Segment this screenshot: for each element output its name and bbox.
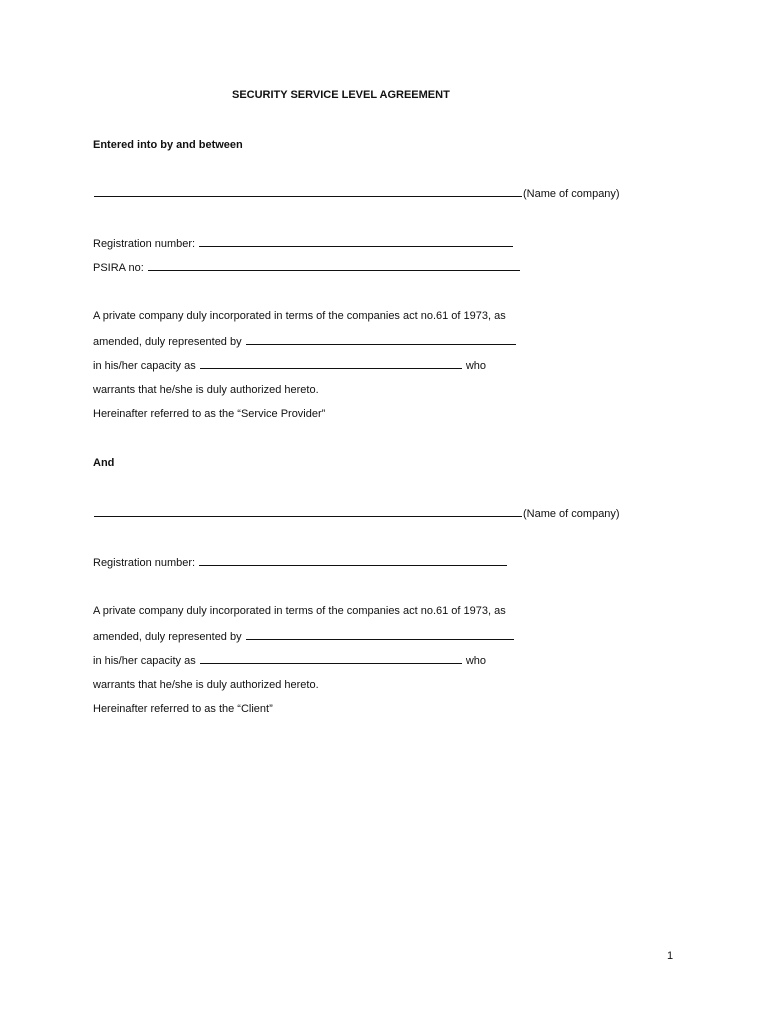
client-company-suffix: (Name of company) [523, 508, 620, 520]
provider-capacity-line [93, 358, 486, 373]
client-referred-text: Hereinafter referred to as the “Client” [93, 703, 273, 715]
client-capacity-suffix: who [465, 655, 487, 667]
client-represented-label: amended, duly represented by [93, 631, 242, 643]
conjunction-heading: And [93, 457, 115, 469]
client-represented-blank[interactable] [246, 629, 514, 640]
provider-company-suffix: (Name of company) [523, 188, 620, 200]
provider-registration-label: Registration number: [93, 238, 196, 250]
provider-company-line [93, 186, 620, 201]
client-incorporated-text: A private company duly incorporated in terms of the companies act no.61 of 1973, as [93, 605, 506, 617]
client-registration-line [93, 555, 508, 570]
provider-represented-blank[interactable] [246, 334, 516, 345]
client-capacity-label: in his/her capacity as [93, 655, 196, 667]
provider-psira-line [93, 260, 521, 275]
client-warrants-text: warrants that he/she is duly authorized hereto. [93, 679, 319, 691]
provider-referred-text: Hereinafter referred to as the “Service Provider” [93, 408, 326, 420]
client-capacity-blank[interactable] [200, 653, 462, 664]
provider-company-blank[interactable] [94, 186, 522, 197]
client-registration-blank[interactable] [199, 555, 507, 566]
document-title: SECURITY SERVICE LEVEL AGREEMENT [232, 89, 450, 101]
provider-psira-label: PSIRA no: [93, 262, 144, 274]
page-number: 1 [667, 950, 674, 962]
provider-psira-blank[interactable] [148, 260, 520, 271]
provider-warrants-text: warrants that he/she is duly authorized hereto. [93, 384, 319, 396]
intro-heading: Entered into by and between [93, 139, 243, 151]
client-company-blank[interactable] [94, 506, 522, 517]
provider-capacity-blank[interactable] [200, 358, 462, 369]
provider-represented-label: amended, duly represented by [93, 336, 242, 348]
client-registration-label: Registration number: [93, 557, 196, 569]
provider-incorporated-text: A private company duly incorporated in terms of the companies act no.61 of 1973, as [93, 310, 506, 322]
provider-represented-line [93, 334, 517, 349]
provider-registration-line [93, 236, 514, 251]
client-represented-line [93, 629, 515, 644]
provider-capacity-suffix: who [465, 360, 487, 372]
provider-registration-blank[interactable] [199, 236, 513, 247]
client-capacity-line [93, 653, 486, 668]
client-company-line [93, 506, 620, 521]
provider-capacity-label: in his/her capacity as [93, 360, 196, 372]
